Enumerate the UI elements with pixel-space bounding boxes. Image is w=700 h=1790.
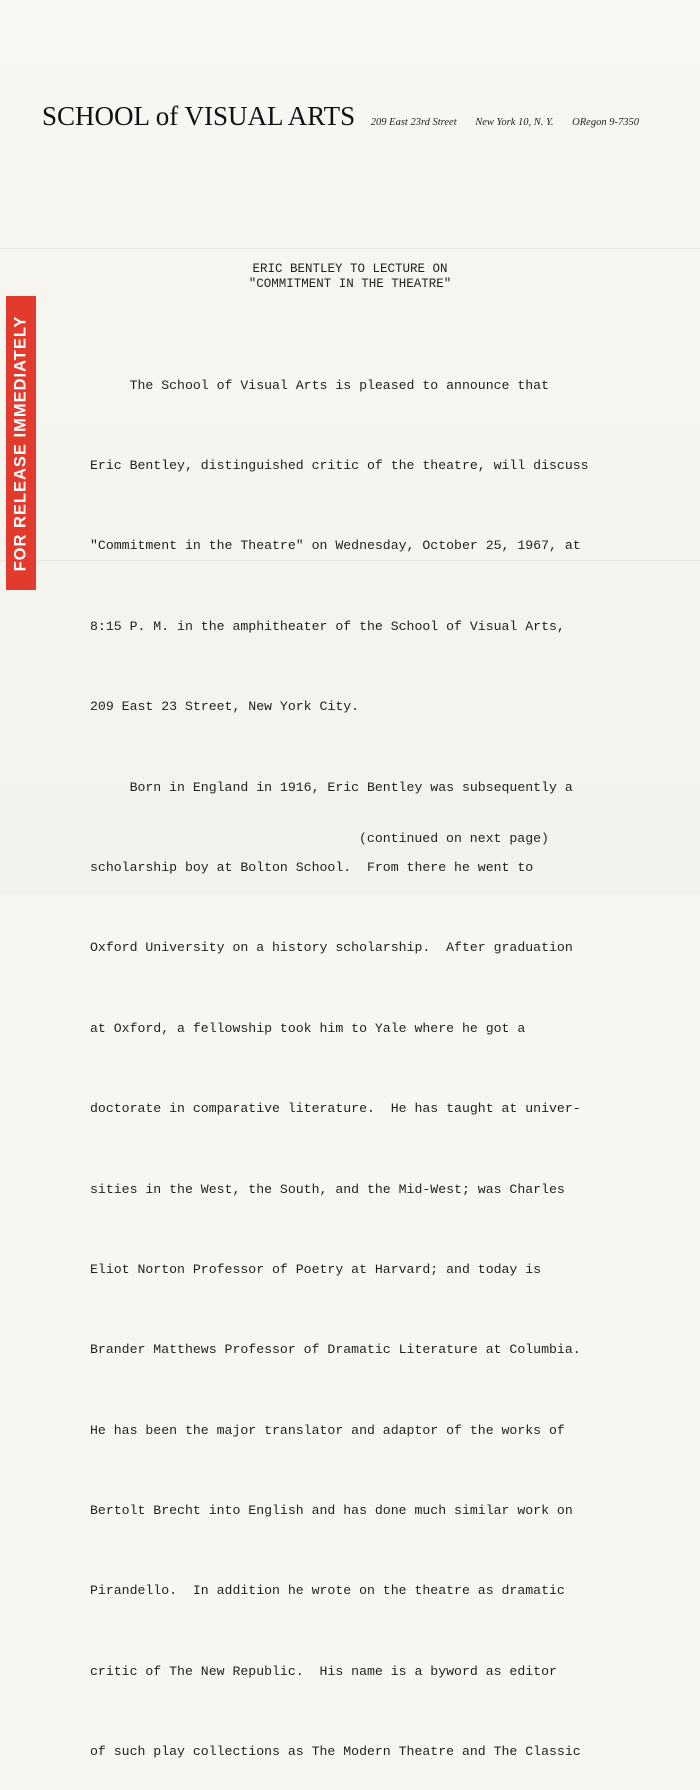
release-label [6, 296, 36, 590]
body-line: sities in the West, the South, and the Mid-West; was Charles [90, 1181, 565, 1197]
body-line: 209 East 23 Street, New York City. [90, 699, 360, 715]
body-line: Oxford University on a history scholarship. After graduation [90, 940, 573, 956]
body-line: He has been the major translator and adaptor of the works of [90, 1422, 565, 1438]
body-line: The School of Visual Arts is pleased to announce that [90, 377, 549, 393]
paper-fold [0, 248, 700, 249]
body-line: Eric Bentley, distinguished critic of the theatre, will discuss [90, 457, 589, 473]
body-line: Pirandello. In addition he wrote on the theatre as dramatic [90, 1583, 565, 1599]
body-line: "Commitment in the Theatre" on Wednesday, October 25, 1967, at [90, 538, 581, 554]
body-line: Eliot Norton Professor of Poetry at Harvard; and today is [90, 1261, 542, 1277]
release-label-text: FOR RELEASE IMMEDIATELY [11, 315, 30, 571]
body-line: Bertolt Brecht into English and has done much similar work on [90, 1503, 573, 1519]
body-line: Brander Matthews Professor of Dramatic Literature at Columbia. [90, 1342, 581, 1358]
continued-note: (continued on next page) [359, 831, 549, 846]
body-line: 8:15 P. M. in the amphitheater of the School of Visual Arts, [90, 618, 565, 634]
school-name: SCHOOL of VISUAL ARTS [42, 101, 356, 131]
school-address [371, 117, 639, 128]
headline [0, 262, 700, 292]
letterhead [42, 101, 692, 132]
address-city: New York 10, N. Y. [475, 117, 554, 128]
headline-line-1: ERIC BENTLEY TO LECTURE ON [252, 262, 448, 276]
address-phone: ORegon 9-7350 [572, 117, 639, 128]
body-line: critic of The New Republic. His name is a byword as editor [90, 1663, 557, 1679]
headline-line-2: "COMMITMENT IN THE THEATRE" [248, 277, 452, 291]
body-line: Born in England in 1916, Eric Bentley was subsequently a [90, 779, 573, 795]
body-line: at Oxford, a fellowship took him to Yale where he got a [90, 1020, 526, 1036]
body-line: doctorate in comparative literature. He has taught at univer- [90, 1101, 581, 1117]
body-line: scholarship boy at Bolton School. From there he went to [90, 859, 534, 875]
body-text [90, 319, 630, 1790]
body-line: of such play collections as The Modern Theatre and The Classic [90, 1744, 581, 1760]
address-street: 209 East 23rd Street [370, 117, 457, 128]
